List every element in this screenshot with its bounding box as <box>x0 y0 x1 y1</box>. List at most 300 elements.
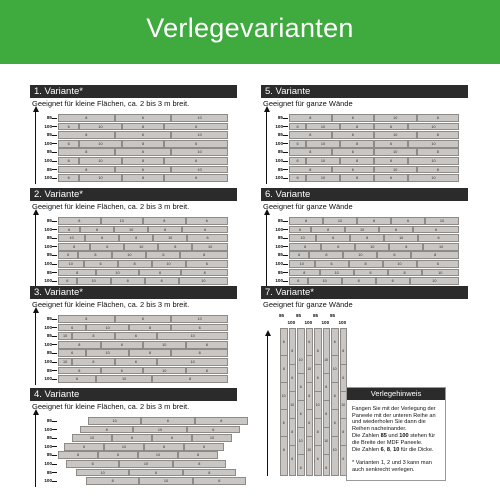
panel-plank: 10 <box>58 332 72 340</box>
panel-plank: 8 <box>158 243 192 251</box>
v1-header: 1. Variante* <box>30 85 237 98</box>
panel-plank: 8 <box>289 131 332 139</box>
panel-plank: 10 <box>86 324 129 332</box>
row-arrow-icon <box>283 118 288 119</box>
panel-plank: 8 <box>379 226 413 234</box>
panel-plank: 6 <box>90 243 124 251</box>
panel-plank: 6 <box>146 251 180 259</box>
plank-seam <box>340 364 348 365</box>
hint-title: Verlegehinweis <box>347 388 445 400</box>
panel-plank: 6 <box>58 123 79 131</box>
vertical-plank-number: 10 <box>332 367 337 371</box>
panel-plank: 8 <box>122 157 165 165</box>
column-width-label: 85 <box>313 313 319 318</box>
row-height-label: 100 <box>44 243 52 249</box>
row-arrow-icon <box>52 438 57 439</box>
panel-plank: 8 <box>58 131 115 139</box>
panel-plank: 10 <box>308 277 342 285</box>
row-arrow-icon <box>52 118 57 119</box>
panel-plank: 10 <box>58 358 72 366</box>
panel-plank: 10 <box>114 226 148 234</box>
v5-header: 5. Variante <box>261 85 468 98</box>
panel-plank: 10 <box>96 375 153 383</box>
vertical-plank-number: 10 <box>307 448 312 452</box>
row-height-label: 85 <box>46 252 52 258</box>
panel-plank: 6 <box>101 367 144 375</box>
row-arrow-icon <box>52 336 57 337</box>
plank-seam <box>331 382 339 383</box>
row-height-label: 85 <box>46 166 52 172</box>
row-arrow-icon <box>283 264 288 265</box>
row-arrow-icon <box>52 421 57 422</box>
row-height-label: 85 <box>46 435 52 441</box>
vertical-plank-number: 8 <box>325 385 328 389</box>
panel-plank: 6 <box>152 434 192 442</box>
plank-seam <box>331 409 339 410</box>
row-arrow-icon <box>52 126 57 127</box>
row-arrow-icon <box>52 246 57 247</box>
vertical-plank-number: 8 <box>325 466 328 470</box>
panel-plank: 8 <box>186 341 229 349</box>
row-height-label: 100 <box>44 226 52 232</box>
panel-plank: 8 <box>58 315 115 323</box>
row-arrow-icon <box>283 169 288 170</box>
panel-plank: 10 <box>138 451 178 459</box>
vertical-axis-line <box>266 111 267 184</box>
panel-plank: 6 <box>101 341 144 349</box>
vertical-plank-number: 6 <box>291 376 294 380</box>
vertical-plank-number: 6 <box>308 421 311 425</box>
panel-plank: 6 <box>315 260 349 268</box>
v1-panel <box>30 85 237 185</box>
panel-plank: 10 <box>179 277 228 285</box>
row-arrow-icon <box>52 152 57 153</box>
panel-plank: 6 <box>58 277 77 285</box>
plank-seam <box>306 436 314 437</box>
row-height-label: 85 <box>46 367 52 373</box>
row-arrow-icon <box>52 481 57 482</box>
panel-plank: 8 <box>78 251 112 259</box>
v3-subtitle: Geeignet für kleine Flächen, ca. 2 bis 3 m breit. <box>32 300 190 309</box>
v5-subtitle: Geeignet für ganze Wände <box>263 99 353 108</box>
row-arrow-icon <box>52 135 57 136</box>
panel-plank: 6 <box>184 443 224 451</box>
arrow-up-icon <box>33 209 39 215</box>
panel-plank: 6 <box>377 251 411 259</box>
panel-plank: 10 <box>112 251 146 259</box>
row-height-label: 100 <box>44 426 52 432</box>
panel-plank: 8 <box>342 277 376 285</box>
panel-plank: 6 <box>187 234 228 242</box>
row-arrow-icon <box>52 319 57 320</box>
vertical-plank-number: 6 <box>308 340 311 344</box>
v2-panel <box>30 188 237 288</box>
panel-plank: 10 <box>345 226 379 234</box>
column-width-label: 85 <box>330 313 336 318</box>
panel-plank: 10 <box>143 367 186 375</box>
panel-plank: 6 <box>139 269 182 277</box>
panel-plank: 10 <box>139 477 192 485</box>
row-arrow-icon <box>52 370 57 371</box>
panel-plank: 10 <box>76 469 129 477</box>
hint-paragraph-1: Fangen Sie mit der Verlegung der Paneele mit der unteren Reihe an und wiederholen Sie dann die Reihen nacheinander. <box>352 406 436 432</box>
plank-seam <box>289 445 297 446</box>
panel-plank: 6 <box>187 426 240 434</box>
panel-plank: 6 <box>289 174 306 182</box>
plank-seam <box>280 382 288 383</box>
panel-plank: 10 <box>422 269 459 277</box>
row-height-label: 100 <box>275 123 283 129</box>
column-width-label: 100 <box>304 320 313 325</box>
plank-seam <box>323 454 331 455</box>
row-height-label: 85 <box>46 469 52 475</box>
panel-plank: 6 <box>164 157 228 165</box>
panel-plank: 8 <box>417 131 460 139</box>
panel-plank: 6 <box>289 277 308 285</box>
panel-plank: 10 <box>374 166 417 174</box>
row-height-label: 85 <box>277 218 283 223</box>
panel-plank: 10 <box>101 217 144 225</box>
v3-header: 3. Variante* <box>30 286 237 299</box>
panel-plank: 10 <box>343 251 377 259</box>
panel-plank: 10 <box>383 260 417 268</box>
vertical-plank-number: 8 <box>316 430 319 434</box>
panel-plank: 6 <box>374 174 408 182</box>
panel-plank: 6 <box>129 469 182 477</box>
panel-plank: 10 <box>133 426 186 434</box>
panel-plank: 10 <box>157 358 228 366</box>
panel-plank: 8 <box>309 251 343 259</box>
panel-plank: 10 <box>171 148 228 156</box>
panel-plank: 8 <box>58 451 98 459</box>
panel-plank: 8 <box>58 166 115 174</box>
panel-plank: 6 <box>171 349 228 357</box>
hint-paragraph-4: * Varianten 1, 2 und 3 kann man auch senkrecht verlegen. <box>352 460 432 473</box>
vertical-plank-number: 6 <box>333 340 336 344</box>
row-height-label: 85 <box>277 252 283 258</box>
panel-plank: 10 <box>79 157 122 165</box>
row-arrow-icon <box>283 161 288 162</box>
panel-plank: 6 <box>193 477 246 485</box>
row-height-label: 85 <box>46 333 52 339</box>
panel-plank: 10 <box>119 460 172 468</box>
vertical-axis-line <box>35 214 36 287</box>
row-arrow-icon <box>283 152 288 153</box>
hint-paragraph-2: Die Zahlen 85 und 100 stehen für die Breite der MDF Paneele. <box>352 433 436 446</box>
vertical-plank-number: 10 <box>281 394 286 398</box>
panel-plank: 8 <box>349 260 383 268</box>
vertical-plank-number: 10 <box>307 367 312 371</box>
row-height-label: 100 <box>44 123 52 129</box>
panel-plank: 6 <box>391 217 425 225</box>
row-height-label: 85 <box>46 452 52 458</box>
row-height-label: 100 <box>275 140 283 146</box>
panel-plank: 6 <box>98 451 138 459</box>
vertical-plank-number: 10 <box>298 439 303 443</box>
panel-plank: 6 <box>332 131 375 139</box>
panel-plank: 8 <box>289 166 332 174</box>
panel-plank: 10 <box>79 140 122 148</box>
vertical-axis-line <box>35 414 36 487</box>
panel-plank: 10 <box>124 243 158 251</box>
panel-plank: 8 <box>129 324 172 332</box>
v6-subtitle: Geeignet für ganze Wände <box>263 202 353 211</box>
panel-plank: 8 <box>289 114 332 122</box>
panel-plank: 10 <box>88 417 141 425</box>
vertical-plank-number: 6 <box>333 421 336 425</box>
row-height-label: 100 <box>44 278 52 284</box>
panel-plank: 8 <box>417 114 460 122</box>
panel-plank: 8 <box>58 341 101 349</box>
vertical-plank-number: 6 <box>316 376 319 380</box>
arrow-up-icon <box>33 409 39 415</box>
panel-plank: 8 <box>289 148 332 156</box>
panel-plank: 8 <box>144 443 184 451</box>
vertical-plank-number: 6 <box>342 457 345 461</box>
row-height-label: 100 <box>44 261 52 266</box>
row-height-label: 100 <box>44 324 52 330</box>
panel-plank: 10 <box>72 434 112 442</box>
panel-plank: 6 <box>417 260 460 268</box>
plank-seam <box>323 400 331 401</box>
row-arrow-icon <box>52 472 57 473</box>
row-height-label: 85 <box>46 149 52 155</box>
v2-header: 2. Variante* <box>30 188 237 201</box>
vertical-plank-number: 8 <box>342 349 345 353</box>
row-arrow-icon <box>52 178 57 179</box>
panel-plank: 6 <box>58 375 96 383</box>
panel-plank: 8 <box>183 469 236 477</box>
panel-plank: 8 <box>122 140 165 148</box>
panel-plank: 10 <box>425 217 459 225</box>
row-arrow-icon <box>52 143 57 144</box>
row-arrow-icon <box>52 238 57 239</box>
panel-plank: 6 <box>164 123 228 131</box>
panel-plank: 10 <box>58 260 84 268</box>
v4-panel <box>30 388 237 488</box>
plank-seam <box>289 391 297 392</box>
plank-seam <box>314 445 322 446</box>
panel-plank: 6 <box>418 234 459 242</box>
row-height-label: 100 <box>44 478 52 484</box>
row-arrow-icon <box>283 238 288 239</box>
panel-plank: 8 <box>58 148 115 156</box>
panel-plank: 8 <box>111 277 145 285</box>
panel-plank: 8 <box>411 251 459 259</box>
row-arrow-icon <box>283 246 288 247</box>
vertical-plank-number: 6 <box>316 457 319 461</box>
panel-plank: 10 <box>306 140 340 148</box>
panel-plank: 6 <box>354 269 388 277</box>
vertical-plank-number: 6 <box>325 412 328 416</box>
panel-plank: 6 <box>58 349 86 357</box>
panel-plank: 8 <box>289 269 320 277</box>
row-arrow-icon <box>283 221 288 222</box>
column-width-label: 85 <box>279 313 285 318</box>
panel-plank: 8 <box>417 166 460 174</box>
row-height-label: 85 <box>46 132 52 138</box>
panel-plank: 10 <box>408 157 459 165</box>
vertical-plank-number: 6 <box>342 376 345 380</box>
plank-seam <box>297 454 305 455</box>
panel-plank: 10 <box>77 277 111 285</box>
row-arrow-icon <box>52 327 57 328</box>
v4-header: 4. Variante <box>30 388 237 401</box>
row-arrow-icon <box>52 464 57 465</box>
row-height-label: 100 <box>44 341 52 347</box>
row-height-label: 85 <box>46 316 52 321</box>
vertical-plank-number: 10 <box>290 403 295 407</box>
panel-plank: 6 <box>289 140 306 148</box>
panel-plank: 6 <box>289 226 311 234</box>
row-height-label: 85 <box>46 235 52 241</box>
row-arrow-icon <box>283 272 288 273</box>
panel-plank: 8 <box>340 140 374 148</box>
panel-plank: 10 <box>408 140 459 148</box>
panel-plank: 8 <box>122 123 165 131</box>
vertical-axis-line <box>266 214 267 287</box>
panel-plank: 6 <box>164 174 228 182</box>
vertical-plank-number: 8 <box>291 349 294 353</box>
panel-plank: 8 <box>357 217 391 225</box>
panel-plank: 10 <box>153 234 187 242</box>
panel-plank: 6 <box>141 417 194 425</box>
row-height-label: 85 <box>46 418 52 423</box>
panel-plank: 10 <box>374 131 417 139</box>
vertical-plank-number: 10 <box>341 403 346 407</box>
panel-plank: 10 <box>423 243 459 251</box>
plank-seam <box>297 427 305 428</box>
panel-plank: 6 <box>289 251 309 259</box>
row-arrow-icon <box>52 264 57 265</box>
panel-plank: 8 <box>72 332 115 340</box>
panel-plank: 6 <box>115 332 158 340</box>
panel-plank: 6 <box>145 277 179 285</box>
panel-plank: 6 <box>171 324 228 332</box>
row-arrow-icon <box>52 281 57 282</box>
plank-seam <box>280 355 288 356</box>
panel-plank: 10 <box>171 166 228 174</box>
panel-plank: 10 <box>58 234 85 242</box>
row-height-label: 100 <box>44 175 52 181</box>
row-arrow-icon <box>52 353 57 354</box>
panel-plank: 6 <box>66 460 119 468</box>
vertical-plank-number: 8 <box>299 385 302 389</box>
page-title: Verlegevarianten <box>146 13 354 43</box>
panel-plank: 6 <box>115 131 172 139</box>
row-arrow-icon <box>283 178 288 179</box>
panel-plank: 8 <box>178 451 218 459</box>
row-height-label: 100 <box>275 226 283 232</box>
panel-plank: 10 <box>157 332 228 340</box>
row-height-label: 85 <box>277 132 283 138</box>
panel-plank: 10 <box>79 123 122 131</box>
panel-plank: 6 <box>413 226 459 234</box>
arrow-up-icon <box>264 209 270 215</box>
plank-seam <box>297 373 305 374</box>
plank-seam <box>280 436 288 437</box>
plank-seam <box>314 364 322 365</box>
panel-plank: 8 <box>72 358 115 366</box>
panel-plank: 6 <box>316 234 350 242</box>
plank-seam <box>331 436 339 437</box>
panel-plank: 6 <box>164 140 228 148</box>
panel-plank: 10 <box>171 315 228 323</box>
panel-plank: 6 <box>58 140 79 148</box>
variant-7-header: 7. Variante* <box>261 286 468 299</box>
panel-plank: 6 <box>332 166 375 174</box>
row-height-label: 85 <box>46 218 52 223</box>
row-arrow-icon <box>52 344 57 345</box>
panel-plank: 8 <box>311 226 345 234</box>
hint-paragraph-3: Die Zahlen 6, 8, 10 für die Dicke. <box>352 447 434 453</box>
column-width-label: 85 <box>296 313 302 318</box>
panel-plank: 6 <box>58 226 80 234</box>
panel-plank: 8 <box>58 114 115 122</box>
row-arrow-icon <box>283 255 288 256</box>
vertical-axis-line <box>35 111 36 184</box>
panel-plank: 8 <box>417 148 460 156</box>
v6-header: 6. Variante <box>261 188 468 201</box>
row-height-label: 100 <box>275 175 283 181</box>
row-arrow-icon <box>283 135 288 136</box>
vertical-plank-number: 8 <box>282 367 285 371</box>
panel-plank: 6 <box>186 217 229 225</box>
row-arrow-icon <box>52 161 57 162</box>
panel-plank: 10 <box>306 157 340 165</box>
column-width-label: 100 <box>321 320 330 325</box>
panel-plank: 10 <box>192 434 232 442</box>
row-height-label: 85 <box>277 269 283 275</box>
arrow-up-icon <box>264 106 270 112</box>
panel-plank: 10 <box>152 260 186 268</box>
row-height-label: 100 <box>44 140 52 146</box>
vertical-plank-number: 8 <box>316 349 319 353</box>
panel-plank: 8 <box>173 460 226 468</box>
vertical-plank-number: 10 <box>332 448 337 452</box>
panel-plank: 6 <box>115 166 172 174</box>
vertical-plank-number: 6 <box>282 421 285 425</box>
vertical-axis-line <box>35 312 36 385</box>
plank-seam <box>323 373 331 374</box>
row-height-label: 100 <box>44 443 52 449</box>
panel-plank: 10 <box>408 174 459 182</box>
panel-plank: 8 <box>143 217 186 225</box>
plank-seam <box>331 355 339 356</box>
panel-plank: 8 <box>118 260 152 268</box>
panel-plank: 10 <box>320 269 354 277</box>
vertical-axis-line <box>267 336 268 476</box>
row-arrow-icon <box>283 281 288 282</box>
panel-plank: 10 <box>323 217 357 225</box>
panel-plank: 6 <box>321 243 355 251</box>
row-arrow-icon <box>52 229 57 230</box>
v6-panel <box>261 188 468 288</box>
v1-subtitle: Geeignet für kleine Flächen, ca. 2 bis 3 m breit. <box>32 99 190 108</box>
panel-plank: 10 <box>355 243 389 251</box>
row-height-label: 100 <box>44 461 52 466</box>
row-arrow-icon <box>52 446 57 447</box>
panel-plank: 6 <box>332 114 375 122</box>
vertical-plank-number: 8 <box>299 466 302 470</box>
row-height-label: 100 <box>275 158 283 163</box>
panel-plank: 10 <box>289 234 316 242</box>
vertical-plank-number: 10 <box>298 358 303 362</box>
panel-plank: 6 <box>332 148 375 156</box>
row-height-label: 100 <box>44 376 52 382</box>
vertical-plank-number: 8 <box>308 394 311 398</box>
v2-subtitle: Geeignet für kleine Flächen, ca. 2 bis 3 m breit. <box>32 202 190 211</box>
